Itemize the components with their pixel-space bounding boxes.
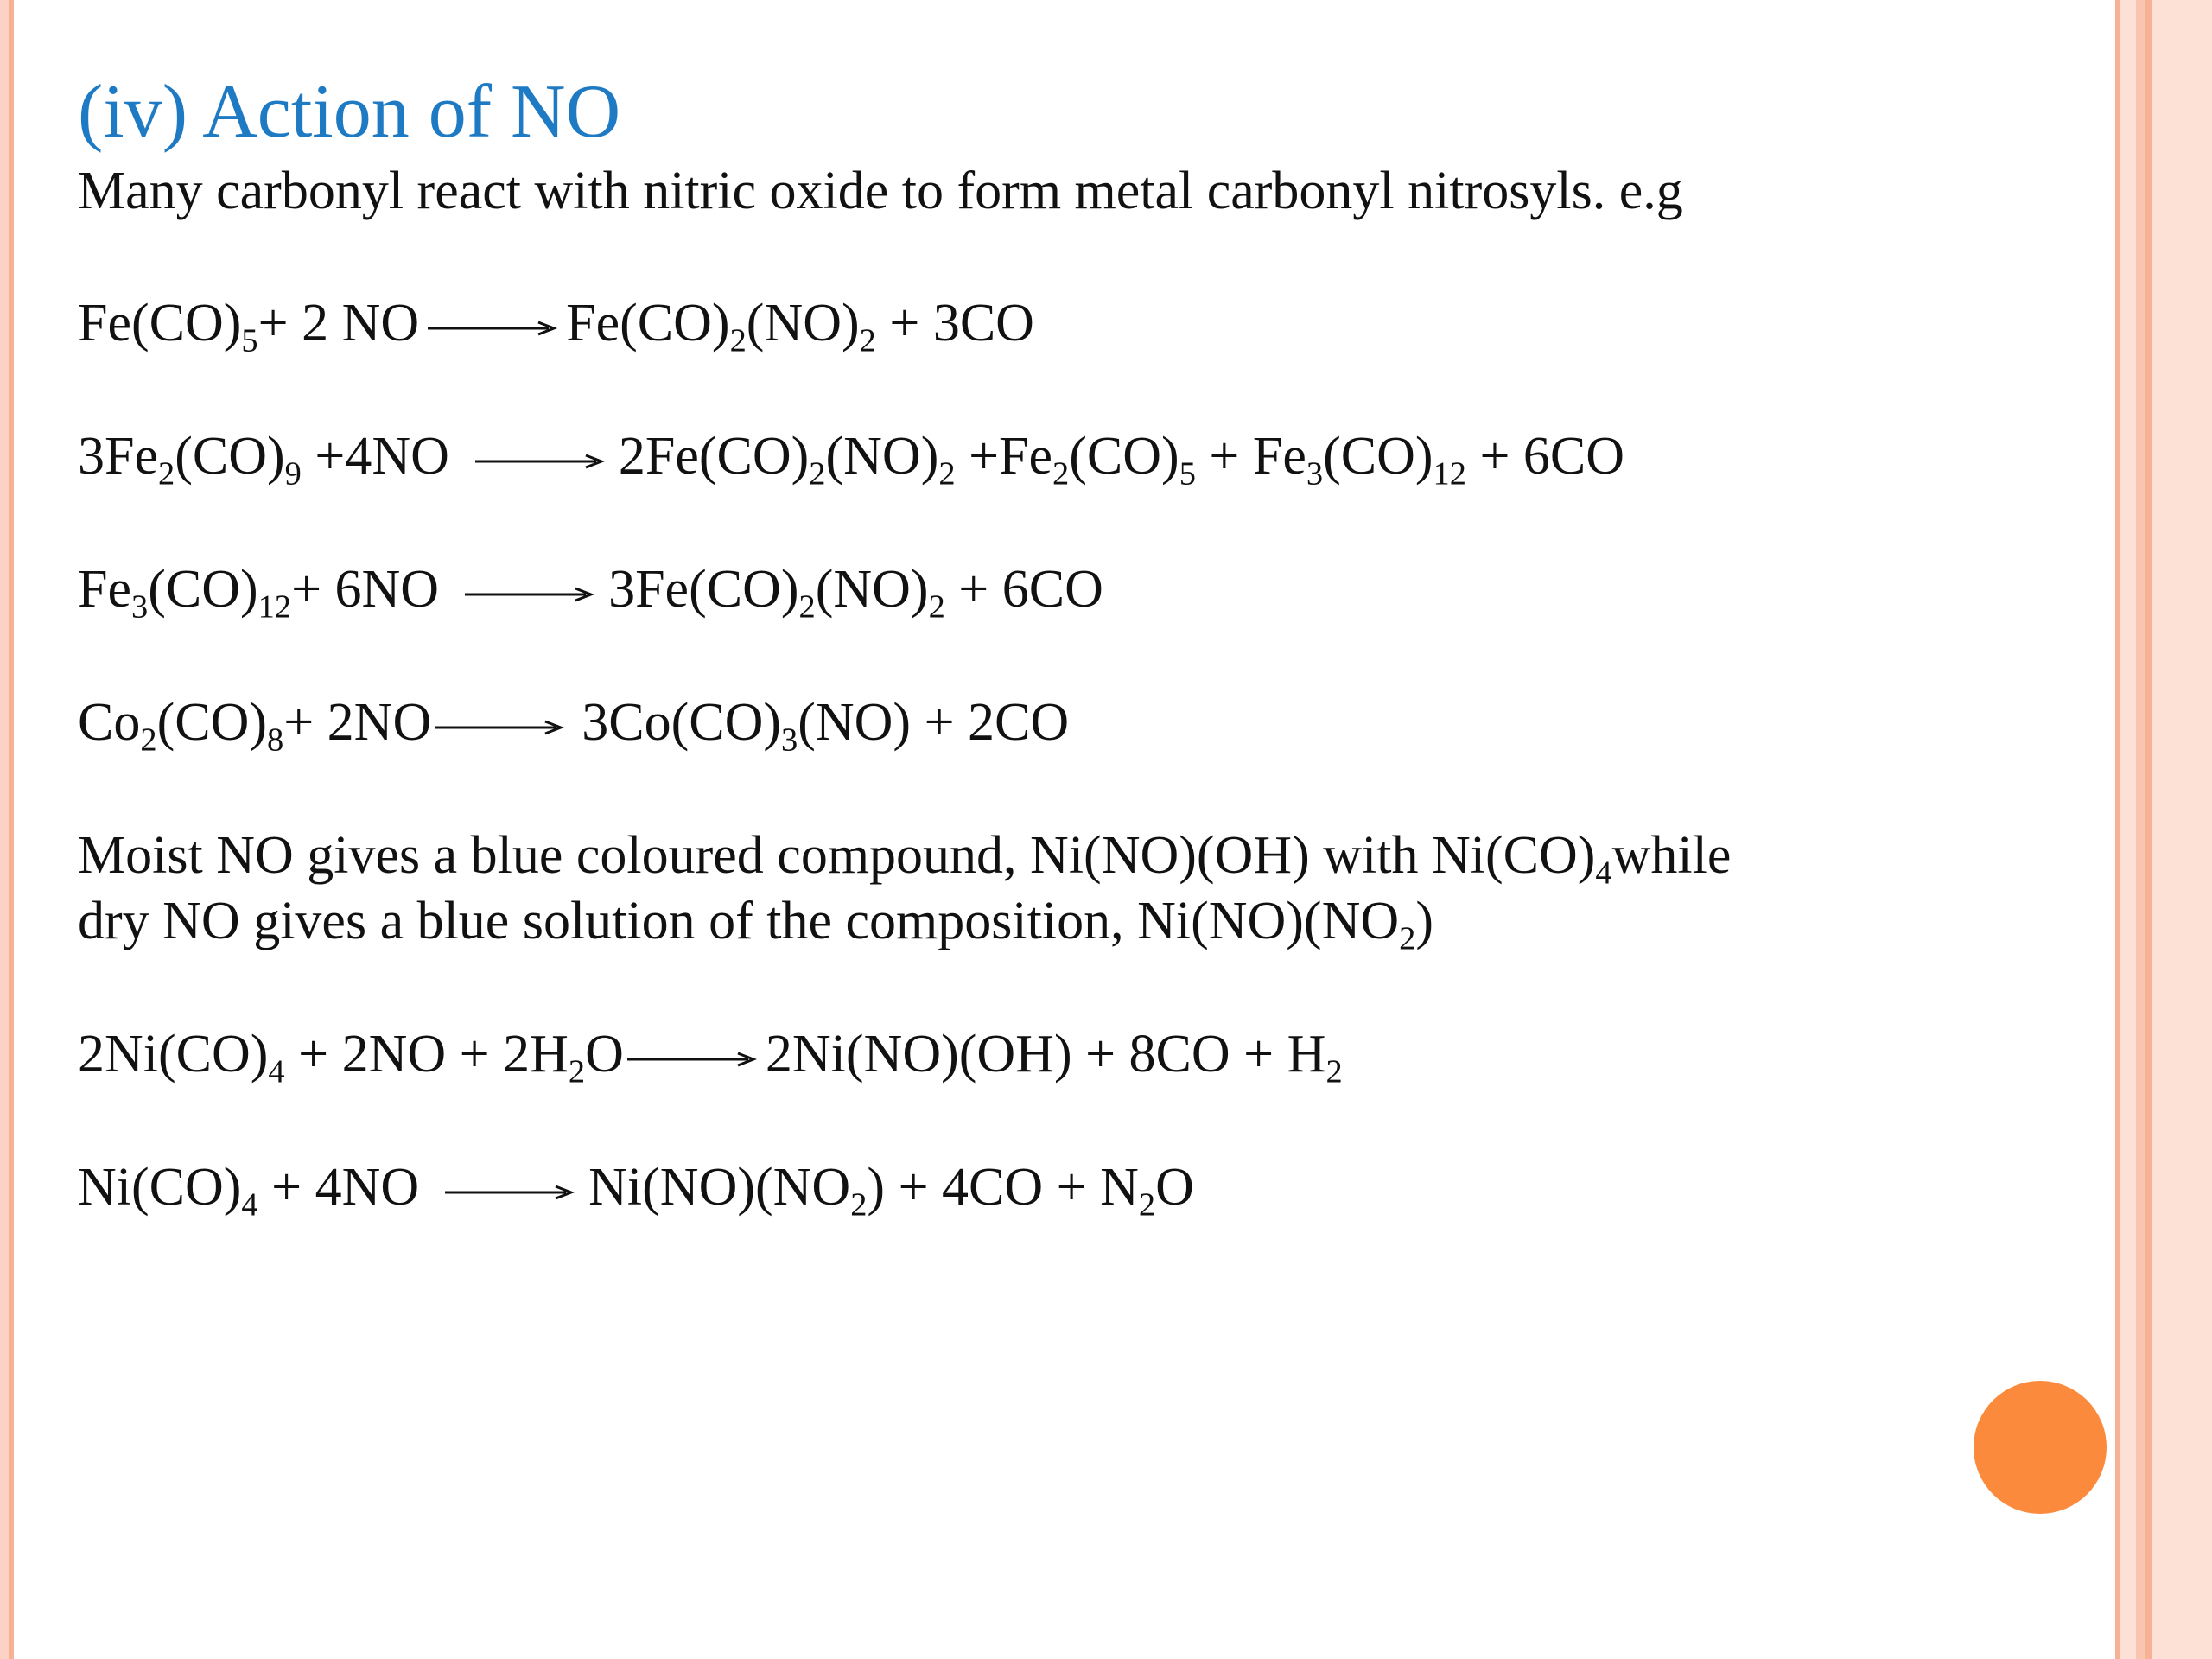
equation-fe2-co9: $3Fe_2(CO)_9 +4NO$ $2Fe(CO)_2(NO)_2 +Fe_2(CO)_5 + Fe_3(CO)_{12} + 6CO$ [78, 423, 1624, 489]
left-border-stripe-inner [9, 0, 14, 1659]
reaction-arrow-icon [627, 1021, 757, 1087]
reaction-arrow-icon [445, 1154, 575, 1220]
reaction-arrow-icon [475, 423, 605, 489]
right-border-stripe-outer [2145, 0, 2152, 1659]
paragraph-line-1: Moist NO gives a blue coloured compound, Ni(NO)(OH) with $Ni(CO)_4while$ [78, 826, 1732, 892]
reaction-arrow-icon [465, 556, 594, 622]
right-border-band [2120, 0, 2136, 1659]
reaction-arrow-icon [428, 290, 557, 356]
equation-fe-co5: $Fe(CO)_5+ 2$ NO $Fe(CO)_2(NO)_2 + 3CO$ [78, 290, 1034, 356]
reaction-arrow-icon [435, 690, 564, 755]
right-border-margin [2152, 0, 2212, 1659]
equation-co2-co8: $Co_2(CO)_8+ 2NO$ $3Co(CO)_3(NO) + 2CO$ [78, 690, 1069, 755]
left-border-stripe [0, 0, 9, 1659]
equation-fe3-co12: $Fe_3(CO)_{12}+ 6NO$ $3Fe(CO)_2(NO)_2 + 6CO$ [78, 556, 1103, 622]
right-border-stripe-mid [2136, 0, 2145, 1659]
decorative-orange-circle [1974, 1381, 2107, 1514]
slide-title: (iv) Action of NO [78, 70, 621, 154]
intro-text: Many carbonyl react with nitric oxide to form metal carbonyl nitrosyls. e.g [78, 162, 1683, 220]
equation-ni-co4-h2o: $2Ni(CO)_4 + 2NO + 2H_2O$ $2Ni(NO)(OH) + 8CO + H_2$ [78, 1021, 1343, 1087]
paragraph-line-2: dry NO gives a blue solution of the composition, $Ni(NO)(NO_2)$ [78, 892, 1433, 957]
equation-ni-co4-no: $Ni(CO)_4 + 4NO$ $Ni(NO)(NO_2) + 4CO + N_2O$ [78, 1154, 1194, 1220]
